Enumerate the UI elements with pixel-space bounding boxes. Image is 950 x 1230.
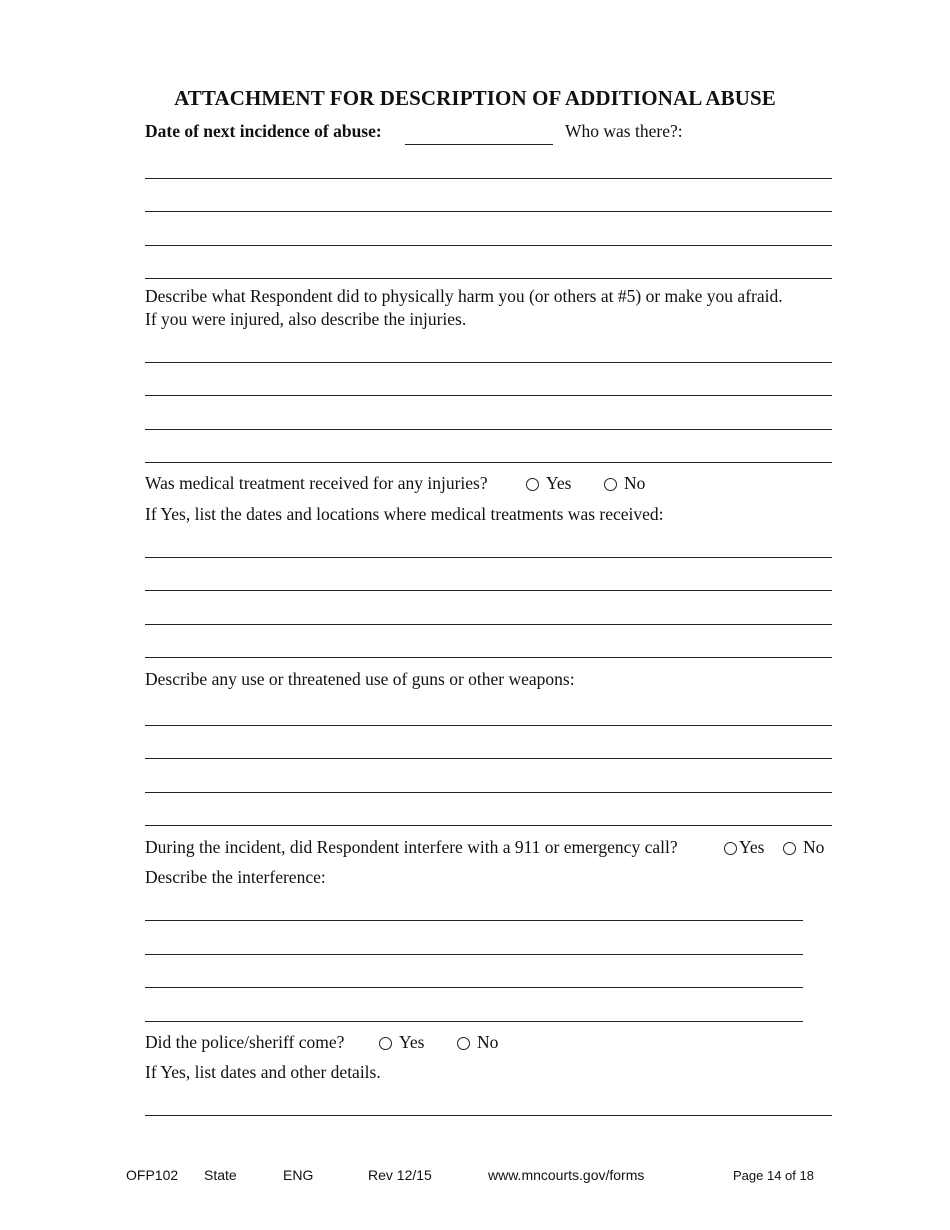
who-line-2[interactable] <box>145 211 832 212</box>
harm-line-2[interactable] <box>145 395 832 396</box>
medical-yes-option[interactable] <box>526 472 571 494</box>
police-no-label: No <box>477 1032 499 1052</box>
footer-page-number: Page 14 of 18 <box>733 1168 814 1183</box>
medical-line-1[interactable] <box>145 557 832 558</box>
footer-jurisdiction: State <box>204 1167 237 1183</box>
footer-revision: Rev 12/15 <box>368 1167 432 1183</box>
weapons-label: Describe any use or threatened use of guns or other weapons: <box>145 669 575 689</box>
radio-icon[interactable] <box>783 842 796 855</box>
date-field[interactable] <box>405 120 553 145</box>
call-no-label: No <box>803 837 825 857</box>
date-label: Date of next incidence of abuse: <box>145 121 382 141</box>
medical-followup-label: If Yes, list the dates and locations where medical treatments was received: <box>145 504 664 524</box>
weapons-line-4[interactable] <box>145 825 832 826</box>
radio-icon[interactable] <box>526 478 539 491</box>
weapons-line-1[interactable] <box>145 725 832 726</box>
medical-line-2[interactable] <box>145 590 832 591</box>
call-no-option[interactable] <box>783 836 824 858</box>
who-line-1[interactable] <box>145 178 832 179</box>
footer-language: ENG <box>283 1167 314 1183</box>
police-line-1[interactable] <box>145 1115 832 1116</box>
radio-icon[interactable] <box>457 1037 470 1050</box>
call-yes-label: Yes <box>739 837 765 857</box>
police-yes-label: Yes <box>399 1032 425 1052</box>
medical-line-4[interactable] <box>145 657 832 658</box>
interference-line-3[interactable] <box>145 987 803 988</box>
footer-website[interactable]: www.mncourts.gov/forms <box>488 1167 645 1183</box>
form-title: ATTACHMENT FOR DESCRIPTION OF ADDITIONAL ABUSE <box>174 86 776 110</box>
who-line-3[interactable] <box>145 245 832 246</box>
call-yes-option[interactable] <box>724 836 764 858</box>
police-yes-option[interactable] <box>379 1031 424 1053</box>
interference-line-4[interactable] <box>145 1021 803 1022</box>
weapons-line-3[interactable] <box>145 792 832 793</box>
interference-label: Describe the interference: <box>145 867 326 887</box>
radio-icon[interactable] <box>724 842 737 855</box>
who-line-4[interactable] <box>145 278 832 279</box>
radio-icon[interactable] <box>379 1037 392 1050</box>
describe-harm-label-line2: If you were injured, also describe the injuries. <box>145 309 467 329</box>
medical-yes-label: Yes <box>546 473 572 493</box>
harm-line-1[interactable] <box>145 362 832 363</box>
footer-form-id: OFP102 <box>126 1167 179 1183</box>
medical-no-option[interactable] <box>604 472 645 494</box>
police-no-option[interactable] <box>457 1031 498 1053</box>
medical-line-3[interactable] <box>145 624 832 625</box>
harm-line-3[interactable] <box>145 429 832 430</box>
describe-harm-label-line1: Describe what Respondent did to physically harm you (or others at #5) or make you afraid. <box>145 286 783 306</box>
police-question: Did the police/sheriff come? <box>145 1032 345 1052</box>
interference-line-2[interactable] <box>145 954 803 955</box>
medical-question: Was medical treatment received for any injuries? <box>145 473 488 493</box>
weapons-line-2[interactable] <box>145 758 832 759</box>
medical-no-label: No <box>624 473 646 493</box>
harm-line-4[interactable] <box>145 462 832 463</box>
police-followup-label: If Yes, list dates and other details. <box>145 1062 381 1082</box>
interference-line-1[interactable] <box>145 920 803 921</box>
who-was-there-label: Who was there?: <box>565 121 683 141</box>
call-question: During the incident, did Respondent interfere with a 911 or emergency call? <box>145 837 678 857</box>
radio-icon[interactable] <box>604 478 617 491</box>
